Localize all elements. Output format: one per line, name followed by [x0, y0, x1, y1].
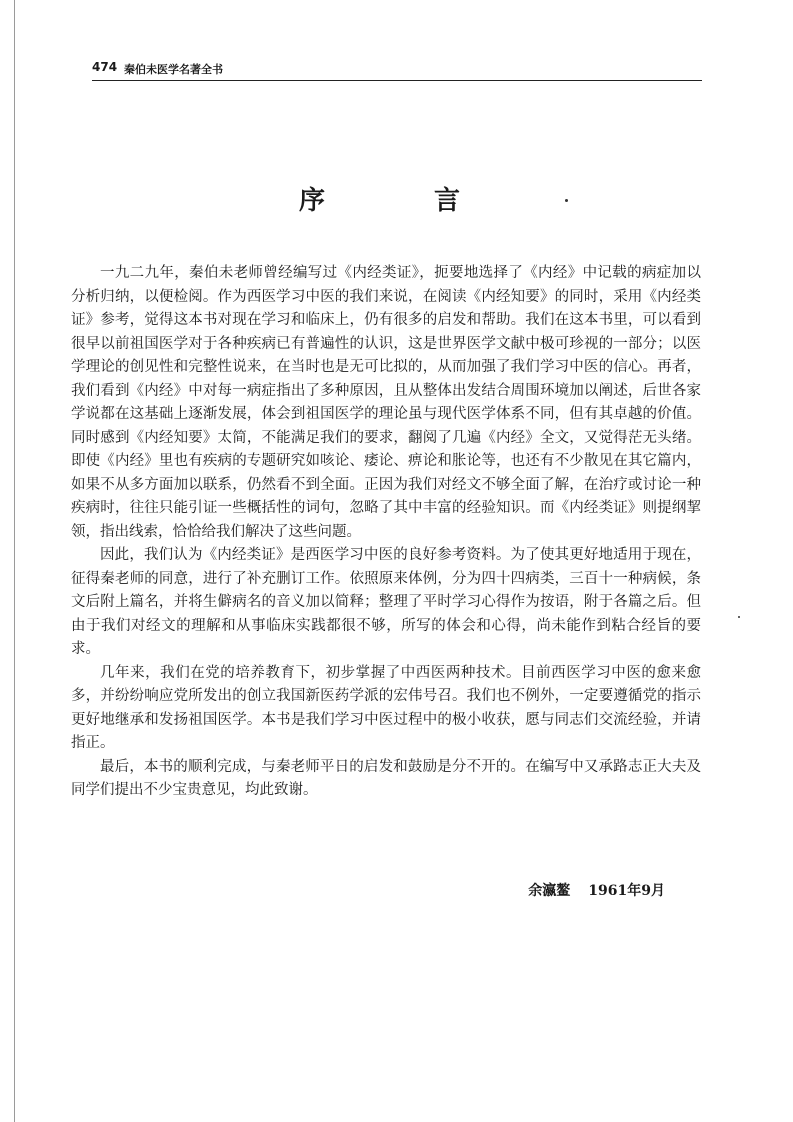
paragraph-3: 几年来，我们在党的培养教育下，初步掌握了中西医两种技术。目前西医学习中医的愈来愈多，并纷纷响应党所发出的创立我国新医药学派的宏伟号召。我们也不例外，一定要遵循党的指示更好地继承和发扬祖国医学。本书是我们学习中医过程中的极小收获，愿与同志们交流经验，并请指正。 [71, 664, 701, 751]
print-speck [738, 616, 740, 618]
page-title: 序 言 [298, 186, 511, 216]
page-number: 474 [92, 60, 118, 74]
signature-author: 余瀛鳌 [528, 883, 571, 899]
print-speck [565, 199, 568, 202]
binding-edge-line [14, 0, 15, 1122]
signature [528, 880, 665, 900]
paragraph-4: 最后，本书的顺利完成，与秦老师平日的启发和鼓励是分不开的。在编写中又承路志正大夫及同学们提出不少宝贵意见，均此致谢。 [71, 758, 701, 798]
paragraph-1: 一九二九年，秦伯未老师曾经编写过《内经类证》，扼要地选择了《内经》中记载的病症加以分析归纳，以便检阅。作为西医学习中医的我们来说，在阅读《内经知要》的同时，采用《内经类证》参考，觉得这本书对现在学习和临床上，仍有很多的启发和帮助。我们在这本书里，可以看到很早以前祖国医学对于各种疾病已有普遍性的认识，这是世界医学文献中极可珍视的一部分；以医学理论的创见性和完整性说来，在当时也是无可比拟的，从而加强了我们学习中医的信心。再者，我们看到《内经》中对每一病症指出了多种原因，且从整体出发结合周围环境加以阐述，后世各家学说都在这基础上逐渐发展，体会到祖国医学的理论虽与现代医学体系不同，但有其卓越的价值。同时感到《内经知要》太简，不能满足我们的要求，翻阅了几遍《内经》全文，又觉得茫无头绪。即使《内经》里也有疾病的专题研究如咳论、痿论、痹论和胀论等，也还有不少散见在其它篇内，如果不从多方面加以联系，仍然看不到全面。正因为我们对经文不够全面了解，在治疗或讨论一种疾病时，往往只能引证一些概括性的词句，忽略了其中丰富的经验知识。而《内经类证》则提纲挈领，指出线索，恰恰给我们解决了这些问题。 [71, 265, 701, 540]
paragraph-2: 因此，我们认为《内经类证》是西医学习中医的良好参考资料。为了使其更好地适用于现在，征得秦老师的同意，进行了补充删订工作。依照原来体例，分为四十四病类，三百十一种病候，条文后附上篇名，并将生僻病名的音义加以简释；整理了平时学习心得作为按语，附于各篇之后。但由于我们对经文的理解和从事临床实践都很不够，所写的体会和心得，尚未能作到粘合经旨的要求。 [71, 547, 701, 657]
signature-date: 1961年9月 [588, 883, 665, 899]
book-title: 秦伯未医学名著全书 [124, 63, 223, 76]
running-header [92, 58, 702, 81]
preface-body [71, 262, 701, 803]
